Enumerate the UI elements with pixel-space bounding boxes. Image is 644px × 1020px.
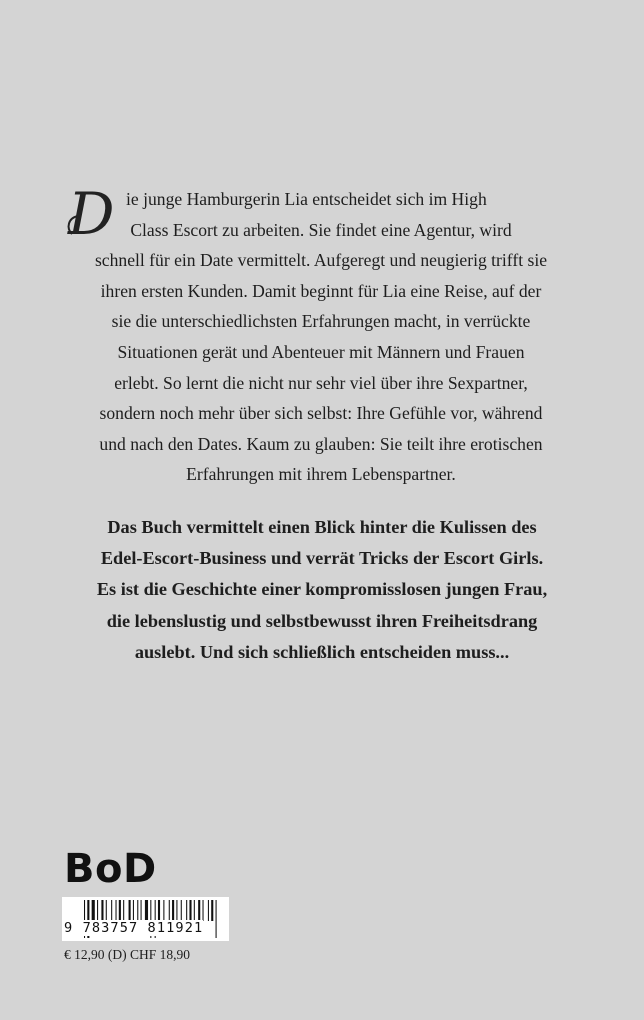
blurb-line: Class Escort zu arbeiten. Sie findet eine Agentur, wird bbox=[130, 219, 512, 240]
drop-cap-initial bbox=[62, 184, 132, 246]
barcode-bar bbox=[194, 900, 195, 921]
blurb-line: Erfahrungen mit ihrem Lebenspartner. bbox=[186, 464, 456, 485]
barcode-bar bbox=[211, 900, 213, 921]
publisher-logo: BoD bbox=[64, 846, 157, 892]
barcode-bar bbox=[169, 900, 170, 921]
barcode-bar bbox=[101, 900, 103, 921]
barcode-bar bbox=[111, 900, 112, 921]
blurb-line: ihren ersten Kunden. Damit beginnt für Lia eine Reise, auf der bbox=[100, 280, 542, 301]
barcode-bar bbox=[123, 900, 124, 921]
barcode-bar bbox=[189, 900, 191, 921]
isbn-number: 9 783757 811921 bbox=[64, 920, 204, 936]
isbn-barcode bbox=[62, 897, 229, 941]
blurb-line: schnell für ein Date vermittelt. Aufgeregt und neugierig trifft sie bbox=[94, 250, 548, 271]
blurb-line: ie junge Hamburgerin Lia entscheidet sich im High bbox=[126, 189, 487, 209]
barcode-bar bbox=[216, 900, 217, 938]
teaser-line: auslebt. Und sich schließlich entscheiden muss... bbox=[134, 641, 510, 662]
teaser-text bbox=[40, 512, 604, 668]
teaser-line: Es ist die Geschichte einer kompromisslosen jungen Frau, bbox=[96, 579, 548, 600]
barcode-bar bbox=[116, 900, 117, 921]
price-label: € 12,90 (D) CHF 18,90 bbox=[64, 947, 191, 962]
barcode-bar bbox=[97, 900, 98, 921]
barcode-bar bbox=[181, 900, 182, 921]
barcode-bar bbox=[176, 900, 177, 921]
barcode-bar bbox=[141, 900, 142, 921]
blurb-line: Situationen gerät und Abenteuer mit Männern und Frauen bbox=[117, 341, 525, 362]
barcode-bar bbox=[186, 900, 187, 921]
barcode-bar bbox=[137, 900, 138, 921]
teaser-line: die lebenslustig und selbstbewusst ihren Freiheitsdrang bbox=[106, 610, 538, 631]
blurb-line: sie die unterschiedlichsten Erfahrungen macht, in verrückte bbox=[111, 311, 531, 332]
blurb-line: erlebt. So lernt die nicht nur sehr viel über ihre Sexpartner, bbox=[114, 372, 528, 393]
barcode-bar bbox=[119, 900, 121, 921]
barcode-bar bbox=[163, 900, 164, 921]
blurb-line: sondern noch mehr über sich selbst: Ihre Gefühle vor, während bbox=[99, 403, 543, 424]
blurb-line: und nach den Dates. Kaum zu glauben: Sie teilt ihre erotischen bbox=[99, 433, 543, 454]
barcode-bar bbox=[172, 900, 174, 921]
barcode-bar bbox=[158, 900, 160, 921]
barcode-bar bbox=[92, 900, 95, 921]
barcode-bar bbox=[133, 900, 134, 921]
drop-cap-letter: D bbox=[68, 184, 115, 246]
barcode-bar bbox=[129, 900, 131, 921]
barcode-bar bbox=[106, 900, 107, 921]
blurb-text bbox=[62, 184, 580, 490]
barcode-bar bbox=[145, 900, 148, 921]
barcode-bar bbox=[203, 900, 204, 921]
barcode-bar bbox=[208, 900, 209, 921]
barcode-bar bbox=[198, 900, 200, 921]
teaser-line: Das Buch vermittelt einen Blick hinter die Kulissen des bbox=[107, 517, 537, 537]
teaser-line: Edel-Escort-Business und verrät Tricks der Escort Girls. bbox=[100, 548, 544, 569]
